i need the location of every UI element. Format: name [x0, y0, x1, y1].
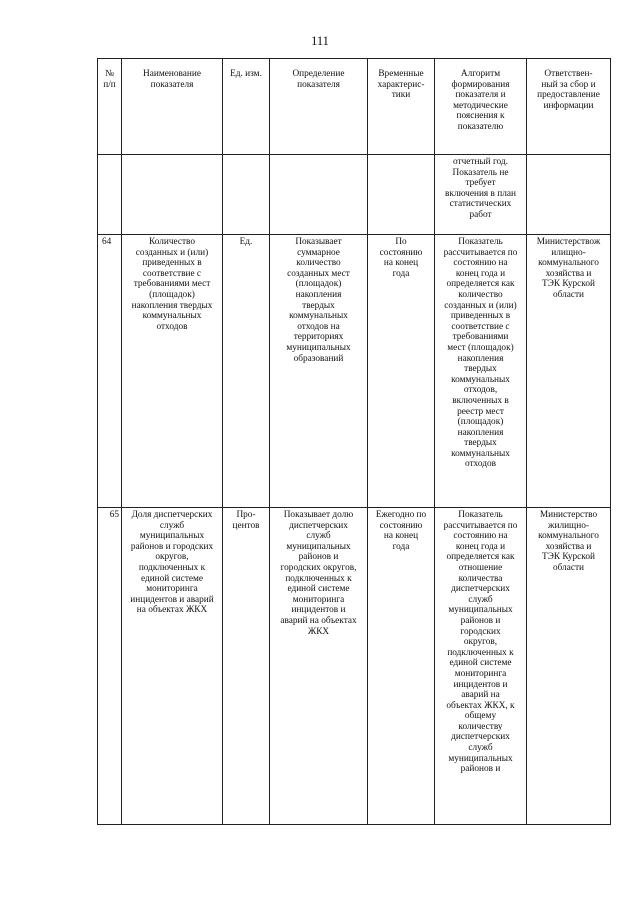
cell-text-line: служб [159, 520, 185, 531]
header-row [98, 59, 611, 155]
cell-text-line: показателя [297, 79, 340, 90]
cell-text-line: коммунального [538, 531, 599, 542]
cell-text-line: территориях [293, 332, 344, 343]
cell-responsible [527, 508, 611, 825]
header-cell-definition [270, 59, 368, 155]
cell-text-line: работ [469, 209, 492, 220]
cell-text-line: хозяйства и [545, 268, 592, 279]
cell-text-line: подключенных к [138, 562, 206, 573]
cell-text-line: предоставление [537, 90, 600, 101]
cell-text-line: районов и [298, 552, 339, 563]
cell-number [98, 508, 122, 825]
cell-text-line: конец года и [455, 541, 506, 552]
cell-text-line: тики [391, 90, 411, 101]
cell-text-line: области [552, 562, 585, 573]
cell-text-line: единой системе [449, 658, 512, 669]
cell-text-line: статистических [449, 199, 512, 210]
cell-text-line: Министерство [539, 510, 598, 520]
cell-text-line: отходов [464, 459, 497, 470]
cell-text-line: служб [468, 743, 493, 754]
cell-text-line: Доля диспетчерских [131, 510, 213, 520]
cell-text-line: аварий на [461, 690, 500, 701]
cell-text-line: (площадок) [295, 279, 342, 290]
cell-algorithm [435, 155, 527, 235]
cell-text-line: характерис- [377, 79, 425, 90]
cell-text-line: созданных мест [287, 268, 350, 279]
cell-text-line: ТЭК Курской [542, 552, 595, 563]
cell-text-line: Количество [148, 237, 196, 247]
cell-text-line: пояснения к [456, 111, 505, 122]
cell-number [98, 235, 122, 508]
cell-text-line: муниципальных [448, 605, 513, 616]
cell-text-line: районов и городских [130, 541, 214, 552]
cell-text-line: (площадок) [149, 289, 195, 300]
cell-text-line: накопления [295, 289, 342, 300]
cell-text-line: муниципальных [286, 342, 351, 353]
cell-text-line: По [395, 237, 407, 247]
cell-text-line: подключенных к [285, 573, 352, 584]
cell-text-line: показателю [457, 121, 504, 132]
cell-text-line: коммунальных [451, 374, 510, 385]
cell-text-line: созданных и (или) [444, 300, 517, 311]
cell-text-line: мест (площадок) [447, 342, 514, 353]
cell-text-line: методические [453, 100, 508, 111]
cell-text-line: соответствие с [142, 268, 202, 279]
cell-text-line: отношение [458, 562, 503, 573]
cell-definition [270, 508, 368, 825]
cell-text-line: требованиями [452, 332, 509, 343]
cell-text-line: отчетный год. [453, 157, 508, 167]
cell-text-line: муниципальных [448, 753, 513, 764]
cell-text-line: Определение [292, 69, 345, 79]
cell-responsible [527, 155, 611, 235]
cell-text-line: Ежегодно по [375, 510, 427, 520]
cell-text-line: Ед. [239, 237, 253, 247]
cell-text-line: суммарное [297, 247, 340, 258]
cell-text-line: формирования [451, 79, 510, 90]
cell-text-line: ный за сбор и [541, 79, 596, 90]
cell-definition [270, 235, 368, 508]
cell-text-line: коммунальных [289, 311, 348, 322]
cell-text-line: инцидентов и аварий [130, 594, 214, 605]
cell-text-line: Показатель [458, 510, 503, 520]
cell-text-line: ЖКХ [307, 626, 330, 637]
cell-name [122, 155, 223, 235]
cell-text-line: диспетчерских [451, 584, 510, 595]
header-cell-unit [223, 59, 270, 155]
cell-name [122, 235, 223, 508]
cell-text-line: количество [296, 258, 341, 269]
cell-text-line: общему [464, 711, 497, 722]
cell-text-line: твердых [302, 300, 335, 311]
cell-text-line: п/п [103, 79, 116, 90]
cell-text-line: Показатель не [452, 167, 509, 178]
cell-text-line: информации [543, 100, 594, 111]
cell-text-line: инцидентов и [453, 679, 508, 690]
cell-responsible [527, 235, 611, 508]
cell-text-line: требованиями мест [133, 279, 211, 290]
table-row [98, 508, 611, 825]
cell-text-line: года [392, 541, 410, 552]
cell-text-line: включения в план [445, 188, 516, 199]
cell-text-line: мониторинга [454, 668, 507, 679]
cell-name [122, 508, 223, 825]
cell-text-line: на конец [383, 531, 419, 542]
cell-text-line: аварий на объектах [280, 615, 357, 626]
cell-number [98, 155, 122, 235]
cell-text-line: Ед. изм. [230, 69, 262, 79]
cell-text-line: мониторинга [146, 584, 198, 595]
cell-text-line: городских округов, [280, 562, 357, 573]
cell-unit [223, 508, 270, 825]
cell-text-line: реестр мест [457, 406, 504, 417]
cell-text-line: (площадок) [457, 417, 504, 428]
cell-definition [270, 155, 368, 235]
indicator-table [97, 58, 611, 825]
cell-time [368, 235, 435, 508]
cell-text-line: на объектах ЖКХ [136, 605, 208, 616]
cell-text-line: Показатель [458, 237, 503, 247]
cell-text-line: служб [306, 531, 331, 542]
cell-text-line: накопления [457, 427, 504, 438]
table-row [98, 235, 611, 508]
cell-text-line: Наименование [143, 69, 201, 79]
cell-text-line: отходов [156, 321, 188, 332]
cell-text-line: твердых [464, 438, 497, 449]
cell-text-line: муниципальных [286, 541, 351, 552]
cell-text-line: образований [293, 353, 344, 364]
cell-text-line: состоянию на [453, 531, 508, 542]
cell-text-line: приведенных в [142, 258, 202, 269]
page-number: 111 [311, 34, 329, 48]
cell-text-line: определяется как [446, 279, 515, 290]
cell-text-line: Временные [378, 69, 424, 79]
cell-time [368, 508, 435, 825]
header-cell-time [368, 59, 435, 155]
cell-text-line: состоянию на [453, 258, 508, 269]
cell-text-line: твердых [464, 364, 497, 375]
cell-algorithm [435, 508, 527, 825]
cell-text-line: центов [232, 520, 260, 531]
header-cell-algorithm [435, 59, 527, 155]
table-row [98, 155, 611, 235]
cell-text-line: приведенных в [450, 311, 511, 322]
cell-text-line: отходов на [297, 321, 340, 332]
cell-text-line: муниципальных [139, 531, 205, 542]
cell-text-line: количества [458, 573, 503, 584]
cell-text-line: мониторинга [292, 594, 345, 605]
header-cell-number [98, 59, 122, 155]
cell-text-line: области [552, 289, 585, 300]
cell-text-line: количеству [458, 721, 503, 732]
cell-text-line: Министерствож [536, 237, 601, 247]
cell-time [368, 155, 435, 235]
cell-text-line: состоянию [379, 247, 423, 258]
cell-text-line: диспетчерских [289, 520, 348, 531]
cell-text-line: илищно- [551, 247, 586, 258]
cell-text-line: Ответствен- [544, 69, 593, 79]
cell-text-line: 64 [102, 237, 112, 247]
cell-text-line: № [105, 69, 114, 79]
cell-text-line: служб [468, 594, 493, 605]
cell-text-line: на конец [383, 258, 419, 269]
cell-text-line: Про- [236, 510, 256, 520]
cell-text-line: ТЭК Курской [542, 279, 595, 290]
cell-text-line: определяется как [446, 552, 515, 563]
header-cell-responsible [527, 59, 611, 155]
cell-text-line: хозяйства и [545, 541, 592, 552]
cell-text-line: Показывает долю [283, 510, 354, 520]
cell-text-line: округов, [155, 552, 189, 563]
cell-text-line: показателя и [455, 90, 506, 101]
cell-text-line: городских [460, 626, 501, 637]
cell-text-line: диспетчерских [451, 732, 510, 743]
cell-text-line: коммунального [538, 258, 599, 269]
cell-text-line: Алгоритм [460, 69, 501, 79]
cell-text-line: коммунальных [451, 448, 510, 459]
header-cell-name [122, 59, 223, 155]
cell-text-line: объектах ЖКХ, к [446, 700, 515, 711]
cell-text-line: года [392, 268, 410, 279]
cell-text-line: округов, [463, 637, 498, 648]
cell-text-line: единой системе [287, 584, 350, 595]
cell-text-line: 65 [109, 510, 119, 520]
cell-text-line: рассчитывается по [443, 520, 518, 531]
cell-text-line: инцидентов и [291, 605, 346, 616]
cell-text-line: коммунальных [142, 311, 202, 322]
cell-text-line: количество [458, 289, 503, 300]
cell-text-line: накопления [457, 353, 504, 364]
cell-text-line: требует [465, 178, 496, 189]
cell-text-line: подключенных к [447, 647, 514, 658]
cell-unit [223, 155, 270, 235]
cell-text-line: рассчитывается по [443, 247, 518, 258]
cell-text-line: накопления твердых [131, 300, 213, 311]
cell-text-line: районов и [460, 764, 501, 775]
cell-text-line: жилищно- [548, 520, 589, 531]
cell-text-line: созданных и (или) [135, 247, 209, 258]
cell-text-line: единой системе [140, 573, 204, 584]
cell-algorithm [435, 235, 527, 508]
cell-text-line: соответствие с [451, 321, 510, 332]
cell-text-line: показателя [150, 79, 194, 90]
cell-text-line: включенных в [452, 395, 509, 406]
cell-text-line: Показывает [295, 237, 342, 247]
cell-unit [223, 235, 270, 508]
cell-text-line: районов и [460, 615, 501, 626]
cell-text-line: состоянию [379, 520, 423, 531]
cell-text-line: отходов, [463, 385, 498, 396]
cell-text-line: конец года и [455, 268, 506, 279]
